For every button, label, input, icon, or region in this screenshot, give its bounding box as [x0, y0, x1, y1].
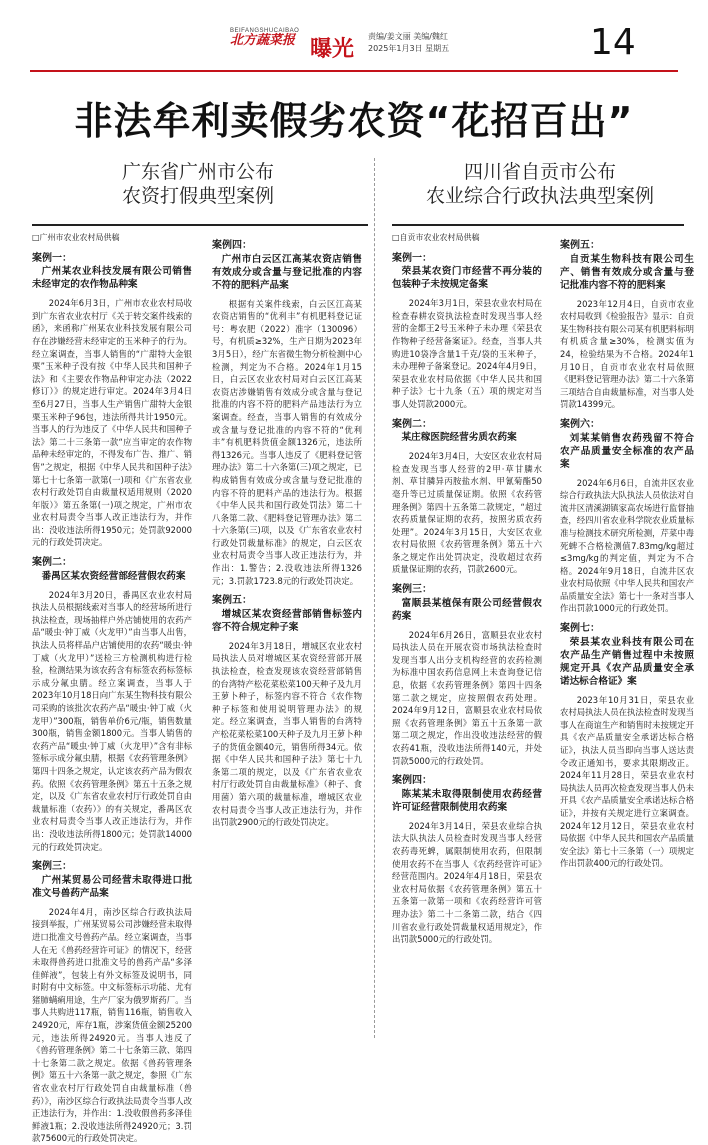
case-label: 案例四： [392, 775, 432, 787]
case-label: 案例七： [560, 623, 600, 635]
case-title: 番禺区某农资经营部经营假农药案 [41, 570, 186, 582]
right-source: □自贡市农业农村局供稿 [392, 233, 480, 242]
case-label: 案例二： [392, 418, 432, 430]
case-block [32, 861, 192, 1145]
case-block [560, 419, 694, 615]
case-body: 2024年3月14日，荣县农业综合执法大队执法人员检查时发现当事人经营农药毒死蜱，属限制使用农药，但限制使用农药不在当事人《农药经营许可证》经营范围内。2024年4月18日，荣县农业农村局依据《农药管理条例》第五十五条第一款第一项和《农药经营许可管理办法》第二十二条第二款，结合《四川省农业行政处罚裁量权适用规定》，作出罚款5000元的行政处罚。 [392, 820, 542, 945]
editors: 责编/姜文丽 美编/魏红 [368, 32, 448, 41]
case-block [32, 557, 192, 853]
case-block [560, 623, 694, 870]
right-article-column-1 [392, 232, 542, 1042]
case-label: 案例一： [392, 252, 432, 264]
case-block [392, 584, 542, 767]
case-label: 案例三： [392, 584, 432, 596]
section-name: 曝光 [310, 37, 355, 62]
case-block [392, 419, 542, 577]
case-label: 案例五： [560, 240, 600, 251]
case-title: 广州某农业科技发展有限公司销售未经审定的农作物品种案 [32, 266, 192, 291]
column-divider [374, 158, 376, 1038]
case-title: 荣县某农资门市经营不再分装的包装种子未按规定备案 [392, 266, 542, 291]
case-title: 陈某某未取得限制使用农药经营许可证经营限制使用农药案 [392, 788, 542, 813]
case-body: 2024年3月18日，增城区农业农村局执法人员对增城区某农资经营部开展执法检查，检查发现该农资经营部销售的台湾特产松花菜松菜100天种子及九月王萝卜种子，标签内容不符合《农作物种子标签和使用说明管理办法》的规定。经立案调查，当事人销售的台湾特产松花菜松菜100天种子及九月王萝卜种子的货值金额40元，销售所得34元。依据《中华人民共和国种子法》第七十九条第二项的规定，以及《广东省农业农村厅行政处罚自由裁量标准》（种子、食用菌）第六项的裁量标准，增城区农业农村局责令当事人改正违法行为，并作出罚款2900元的行政处罚决定。 [212, 640, 362, 828]
case-body: 根据有关案件线索，白云区江高某农资店销售的“优利丰”有机肥料登记证号：粤农肥（2022）准字（130096）号，有机质≥32%，生产日期为2023年3月5日），经广东省微生物分析检测中心检测，判定为不合格。2024年1月15日，白云区农业农村局对白云区江高某农资店涉嫌销售有效成分或含量与登记批准的内容不符的肥料产品违法行为立案调查。经查，当事人销售的有效成分或含量与登记批准的内容不符的“优利丰”有机肥料货值金额1326元，违法所得1326元。当事人违反了《肥料登记管理办法》第二十六条第(三)项之规定，已构成销售有效成分或含量与登记批准的内容不符的肥料产品的违法行为。根据《中华人民共和国行政处罚法》第二十八条第二款、《肥料登记管理办法》第二十六条第(三)项，以及《广东省农业农村行政处罚裁量标准》的规定，白云区农业农村局责令当事人改正违法行为，并作出：1.警告；2.没收违法所得1326元；3.罚款1723.8元的行政处罚决定。 [212, 298, 362, 586]
case-title: 富顺县某植保有限公司经营假农药案 [392, 597, 542, 622]
case-title: 刘某某销售农药残留不符合农产品质量安全标准的农产品案 [560, 432, 694, 470]
case-label: 案例六： [560, 418, 600, 430]
page-meta [368, 31, 449, 55]
newspaper-logo [230, 28, 310, 48]
case-block [392, 253, 542, 411]
left-article-column-1 [32, 232, 192, 1144]
page-number: 14 [590, 22, 636, 63]
right-article-column-2 [560, 232, 694, 1042]
case-body: 2024年6月26日，富顺县农业农村局执法人员在开展农资市场执法检查时发现当事人出分支机构经营的农药检测为标准中国农药信息网上未查询登记信息，依据《农药管理条例》第四十四条第二款之规定，应按照假农药处理。2024年9月12日，富顺县农业农村局依照《农药管理条例》第五十五条第一款第二项之规定，作出没收违法经营的假农药41瓶，没收违法所得140元，并处罚款5000元的行政处罚。 [392, 629, 542, 766]
case-block [32, 253, 192, 549]
case-title: 荣县某农业科技有限公司在农产品生产销售过程中未按照规定开具《农产品质量安全承诺达标合格证》案 [560, 636, 694, 687]
issue-date: 2025年1月3日 星期五 [368, 44, 450, 53]
case-title: 自贡某生物科技有限公司生产、销售有效成分或含量与登记批准内容不符的肥料案 [560, 253, 694, 291]
left-region-title-line1: 广东省广州市公布 [121, 161, 274, 183]
case-body: 2023年10月31日，荣县农业农村局执法人员在执法检查时发现当事人在商谊生产和销售时未按规定开具《农产品质量安全承诺达标合格证》，执法人员当即向当事人送达责令改正通知书，要求其限期改正。2024年11月28日，荣县农业农村局执法人员再次检查发现当事人仍未开具《农产品质量安全承诺达标合格证》，并按有关规定进行立案调查。2024年12月12日，荣县农业农村局依据《中华人民共和国农产品质量安全法》第七十三条第（一）项规定作出罚款400元的行政处罚。 [560, 694, 694, 869]
logo-pinyin: BEIFANGSHUCAIBAO [230, 28, 300, 34]
right-title-rule [392, 224, 684, 226]
case-body: 2024年4月，南沙区综合行政执法局接到举报，广州某贸易公司涉嫌经营未取得进口批准文号兽药产品。经立案调查，当事人在无《兽药经营许可证》的情况下，经营未取得兽药进口批准文号的兽药产品“多泽佳鲜液”，包装上有外文标签及说明书，同时附有中文标签。中文标签标示功能、尤有猪肺螨痢用途，生产厂家为俄罗斯药厂。当事人共购进117瓶，销售116瓶，销售收入24920元，库存1瓶，涉案货值金额25200元，违法所得24920元。当事人违反了《兽药管理条例》第二十七条第三款、第四十七条第二款之规定。依据《兽药管理条例》第五十六条第一款之规定，参照《广东省农业农村厅行政处罚自由裁量标准（兽药）》，南沙区综合行政执法局责令当事人改正违法行为，并作出：1.没收假兽药多泽佳鲜液1瓶；2.没收违法所得24920元；3.罚款75600元的行政处罚决定。 [32, 906, 192, 1144]
case-label: 案例一： [32, 252, 72, 264]
case-body: 2024年3月4日，大安区农业农村局检查发现当事人经营的2甲·草甘膦水剂、草甘膦异丙胺盐水剂、甲氰菊酯50毫升等已过质量保证期。依照《农药管理条例》第四十五条第二款规定，“超过农药质量保证期的农药，按照劣质农药处理”。2024年3月15日，大安区农业农村局依照《农药管理条例》第五十六条之规定作出处罚决定，没收超过农药质量保证期的农药，罚款2600元。 [392, 451, 542, 575]
case-body: 2024年3月20日，番禺区农业农村局执法人员根据线索对当事人的经营场所进行执法检查，现场抽样户外店铺使用的农药产品“暖虫·钟丁威（火龙甲）”由当事人出售，执法人员将样品户店铺使用的农药“暖虫·钟丁威（火龙甲）”送检三方检测机构进行检验，检测结果为该农药含有标签农药标签标示成分氟虫腈。经立案调查，当事人于2023年10月18日向广东某生物科技有限公司采购的该批次农药产品“暖虫·钟丁威（火龙甲）”300瓶，销售单价6元/瓶，销售数量300瓶，销售金额1800元。当事人销售的农药产品“暖虫·钟丁威（火龙甲）”含有非标签标示成分氟虫腈，根据《农药管理条例》第四十四条之规定，认定该农药产品为假农药。依照《农药管理条例》第五十五条之规定，以及《广东省农业农村厅行政处罚自由裁量标准（农药）》的有关规定，番禺区农业农村局责令当事人改正违法行为，并作出：没收违法所得1800元；处罚款14000元的行政处罚决定。 [32, 589, 192, 852]
right-region-title-line2: 农业综合行政执法典型案例 [425, 185, 654, 207]
left-article-column-2 [212, 232, 362, 1042]
logo-text: 北方蔬菜报 [230, 33, 296, 48]
case-block [212, 595, 362, 829]
case-block [392, 775, 542, 946]
left-source: □广州市农业农村局供稿 [32, 233, 120, 242]
case-label: 案例三： [32, 861, 72, 873]
left-title-rule [32, 224, 368, 226]
case-label: 案例四： [212, 240, 252, 251]
case-label: 案例五： [212, 595, 252, 607]
right-region-title [390, 160, 690, 208]
case-title: 广州市白云区江高某农资店销售有效成分或含量与登记批准的内容不符的肥料产品案 [212, 253, 362, 291]
case-title: 增城区某农资经营部销售标签内容不符合规定种子案 [212, 608, 362, 633]
case-title: 广州某贸易公司经营未取得进口批准文号兽药产品案 [32, 874, 192, 899]
page-headline: 非法牟利卖假劣农资“花招百出” [74, 99, 634, 143]
left-region-title [28, 160, 368, 208]
case-body: 2024年3月1日，荣县农业农村局在检查春耕农资执法检查时发现当事人经营的金都王2号玉米种子未办理《荣县农作物种子经营备案证》。经查，当事人共购进10袋净含量1千克/袋的玉米种子，未办理种子备案登记。2024年4月9日，荣县农业农村局依据《中华人民共和国种子法》七十九条（五）项的规定对当事人处罚款2000元。 [392, 298, 542, 409]
right-region-title-line1: 四川省自贡市公布 [463, 161, 616, 183]
case-body: 2024年6月6日，自流井区农业综合行政执法大队执法人员依法对自流井区清溪湖镇家高农场进行监督抽查，经四川省农业科学院农业质量标准与检测技术研究所检测，芹菜中毒死蜱不合格检测值7.83mg/kg超过≤3mg/kg的判定值，判定为不合格。2024年9月18日，自流井区农业农村局依照《中华人民共和国农产品质量安全法》第七十一条对当事人作出罚款1000元的行政处罚。 [560, 477, 694, 614]
masthead [200, 22, 660, 64]
left-region-title-line2: 农资打假典型案例 [121, 185, 274, 207]
case-title: 某庄稼医院经营劣质农药案 [401, 432, 517, 444]
case-label: 案例二： [32, 557, 72, 569]
case-body: 2024年6月3日，广州市农业农村局收到广东省农业农村厅《关于转交案件线索的函》，来函称广州某农业科技发展有限公司存在涉嫌经营未经审定的玉米种子的行为。经立案调查，当事人销售的“广甜特大金银栗”玉米种子没有按《中华人民共和国种子法》和《主要农作物品种审定办法（2022修订）》的规定进行审定。2024年3月4日至6月27日，当事人生产销售广甜特大金银栗玉米种子96包，违法所得共计1950元。当事人的行为违反了《中华人民共和国种子法》第二十三条第一款“应当审定的农作物品种未经审定的，不得发布广告、推广、销售”之规定，根据《中华人民共和国种子法》第七十七条第一款第(一)项和《广东省农业农村行政处罚自由裁量权适用规则（2020年版）》第五条第(一)项之规定，广州市农业农村局责令当事人改正违法行为，并作出：没收违法所得1950元；处罚款92000元的行政处罚决定。 [32, 298, 192, 548]
case-body: 2023年12月4日，自贡市农业农村局收到《检验报告》显示：自贡某生物科技有限公司某有机肥料标明有机质含量≥30%，检测实值为24，检验结果为不合格。2024年1月10日，自贡市农业农村局依照《肥料登记管理办法》第二十六条第三项结合自由裁量标准，对当事人处罚款14399元。 [560, 298, 694, 410]
masthead-rule [30, 70, 678, 72]
case-block [560, 240, 694, 411]
case-block [212, 240, 362, 587]
